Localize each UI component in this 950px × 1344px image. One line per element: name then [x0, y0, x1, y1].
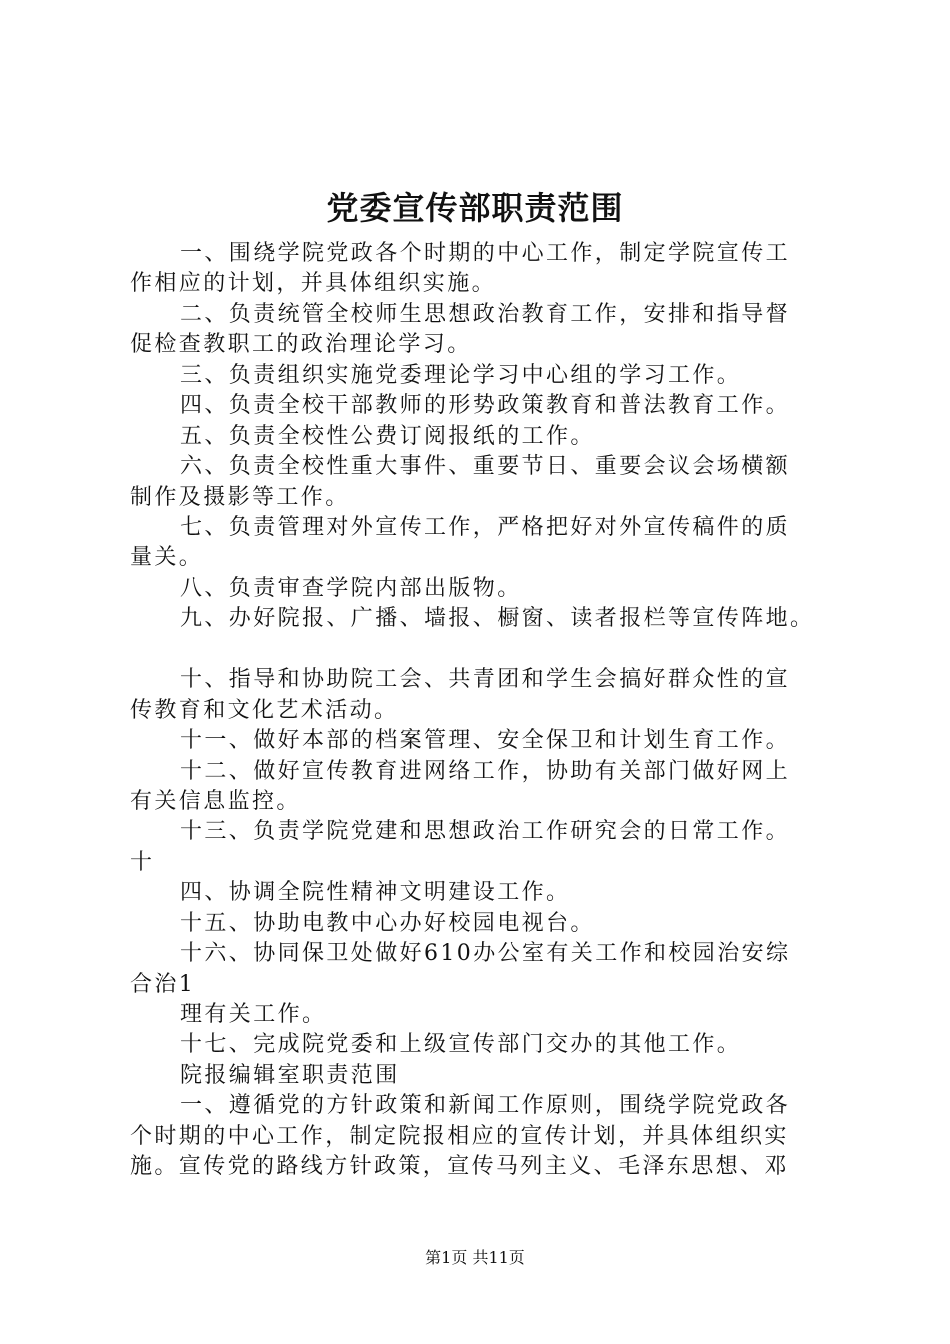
paragraph-line: 十二、做好宣传教育进网络工作，协助有关部门做好网上 — [180, 759, 791, 784]
paragraph-line: 十、指导和协助院工会、共青团和学生会搞好群众性的宣 — [180, 667, 791, 692]
paragraph-line: 七、负责管理对外宣传工作，严格把好对外宣传稿件的质 — [180, 515, 791, 540]
paragraph-line: 十 — [130, 850, 155, 875]
paragraph-line: 一、遵循党的方针政策和新闻工作原则，围绕学院党政各 — [180, 1093, 791, 1118]
paragraph-line: 十七、完成院党委和上级宣传部门交办的其他工作。 — [180, 1032, 742, 1057]
paragraph-line: 十六、协同保卫处做好610办公室有关工作和校园治安综 — [180, 941, 791, 966]
paragraph-line: 三、负责组织实施党委理论学习中心组的学习工作。 — [180, 363, 742, 388]
paragraph-line: 有关信息监控。 — [130, 789, 301, 814]
document-title: 党委宣传部职责范围 — [326, 189, 624, 227]
paragraph-line: 十一、做好本部的档案管理、安全保卫和计划生育工作。 — [180, 728, 791, 753]
page-number-footer: 第1页 共11页 — [425, 1248, 525, 1267]
paragraph-line: 二、负责统管全校师生思想政治教育工作，安排和指导督 — [180, 302, 791, 327]
paragraph-line: 量关。 — [130, 545, 204, 570]
paragraph-line: 五、负责全校性公费订阅报纸的工作。 — [180, 424, 595, 449]
paragraph-line: 十三、负责学院党建和思想政治工作研究会的日常工作。 — [180, 819, 791, 844]
paragraph-line: 作相应的计划，并具体组织实施。 — [130, 271, 497, 296]
paragraph-line: 施。宣传党的路线方针政策，宣传马列主义、毛泽东思想、邓 — [130, 1154, 789, 1179]
paragraph-line: 一、围绕学院党政各个时期的中心工作，制定学院宣传工 — [180, 241, 791, 266]
paragraph-line: 制作及摄影等工作。 — [130, 485, 350, 510]
paragraph-line: 六、负责全校性重大事件、重要节日、重要会议会场横额 — [180, 454, 791, 479]
paragraph-line: 合治1 — [130, 972, 196, 997]
paragraph-line: 八、负责审查学院内部出版物。 — [180, 576, 522, 601]
section-heading: 院报编辑室职责范围 — [180, 1063, 400, 1088]
paragraph-line: 理有关工作。 — [180, 1002, 327, 1027]
paragraph-line: 促检查教职工的政治理论学习。 — [130, 332, 472, 357]
paragraph-line: 十五、协助电教中心办好校园电视台。 — [180, 911, 595, 936]
paragraph-line: 四、协调全院性精神文明建设工作。 — [180, 880, 571, 905]
paragraph-line: 四、负责全校干部教师的形势政策教育和普法教育工作。 — [180, 393, 791, 418]
paragraph-line: 九、办好院报、广播、墙报、橱窗、读者报栏等宣传阵地。 — [180, 606, 815, 631]
paragraph-line: 传教育和文化艺术活动。 — [130, 698, 399, 723]
paragraph-line: 个时期的中心工作，制定院报相应的宣传计划，并具体组织实 — [130, 1124, 789, 1149]
